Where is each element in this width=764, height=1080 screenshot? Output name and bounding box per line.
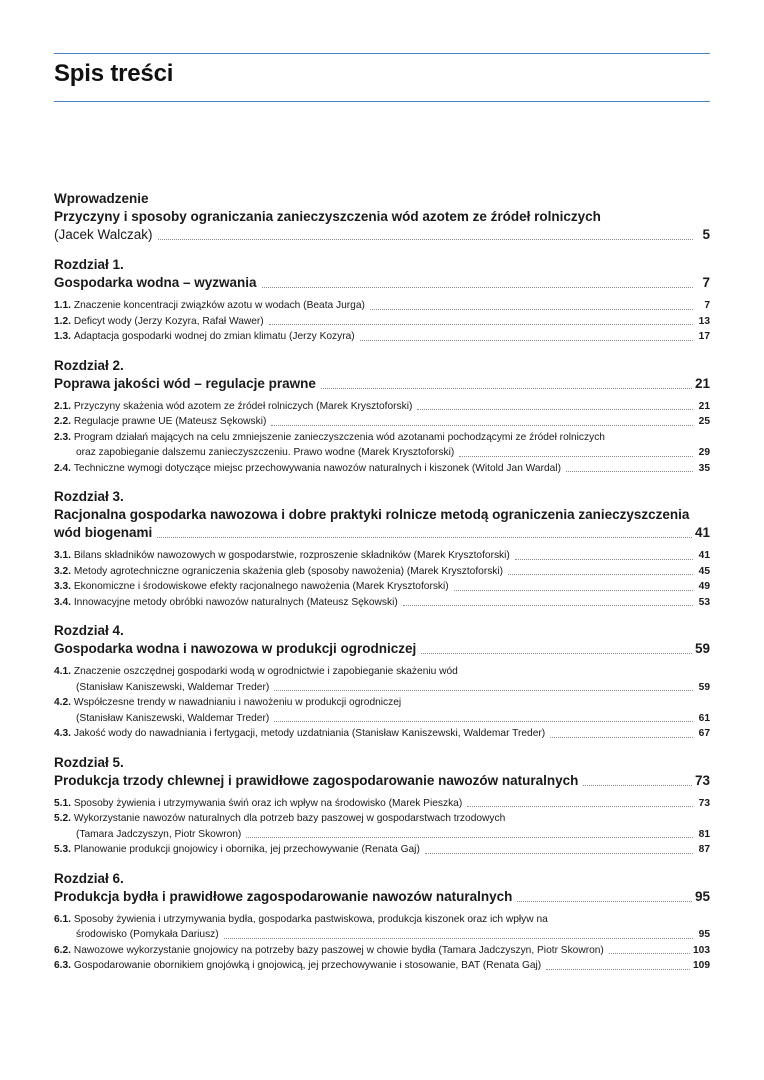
header-rule-bottom — [54, 101, 710, 102]
entry-first-line — [54, 912, 710, 928]
chapter-title: Produkcja bydła i prawidłowe zagospodarowanie nawozów naturalnych — [54, 888, 513, 904]
entry-line — [54, 548, 710, 564]
chapter-label: Rozdział 3. — [54, 489, 124, 504]
entry-title: Nawozowe wykorzystanie gnojowicy na potrzeby bazy paszowej w chowie bydła (Tamara Jadczyszyn, Piotr Skowron) — [73, 944, 604, 956]
dot-leader — [550, 737, 693, 738]
dot-leader — [262, 287, 693, 288]
dot-leader — [454, 590, 693, 591]
dot-leader — [158, 239, 693, 240]
entry-first-line — [54, 811, 710, 827]
dot-leader — [467, 806, 693, 807]
entry-page-number: 81 — [698, 828, 710, 840]
entry-page-number: 59 — [698, 681, 710, 693]
entry-page-number: 35 — [698, 462, 710, 474]
entry-page-number: 49 — [698, 581, 710, 592]
entry-number: 6.3. — [54, 960, 71, 971]
entry-number: 1.1. — [54, 300, 71, 311]
intro-page: 5 — [702, 227, 710, 242]
entry-title: Program działań mających na celu zmniejszenie zanieczyszczenia wód azotanami pochodzącymi ze źródeł rolniczych — [73, 431, 605, 443]
entry-title-continuation: środowisko (Pomykała Dariusz) — [76, 929, 219, 940]
chapter-title: Poprawa jakości wód – regulacje prawne — [54, 375, 316, 391]
intro-section — [54, 190, 710, 244]
entry-page-number: 13 — [698, 315, 710, 327]
chapter-title-line[interactable] — [54, 274, 710, 292]
entry-text — [54, 726, 545, 742]
entry-text — [54, 842, 420, 858]
toc-entry[interactable] — [54, 399, 710, 415]
entry-number: 1.3. — [54, 331, 71, 342]
chapter-section — [54, 488, 710, 610]
entry-text — [54, 564, 503, 580]
entry-text — [54, 943, 604, 959]
entry-title: Planowanie produkcji gnojowicy i obornika, jej przechowywanie (Renata Gaj) — [73, 844, 420, 855]
entry-number: 5.1. — [54, 797, 71, 809]
entry-title: Deficyt wody (Jerzy Kozyra, Rafał Wawer) — [73, 315, 264, 327]
toc-entry[interactable] — [54, 796, 710, 812]
table-of-contents — [54, 190, 710, 986]
entry-page-number: 87 — [698, 844, 710, 855]
chapter-title: Gospodarka wodna – wyzwania — [54, 275, 257, 290]
entry-text — [54, 958, 541, 974]
entry-second-line — [54, 827, 710, 843]
dot-leader — [566, 471, 693, 472]
entry-number: 2.4. — [54, 462, 71, 474]
chapter-section — [54, 256, 710, 345]
intro-label: Wprowadzenie — [54, 191, 149, 206]
chapter-page-number: 21 — [694, 375, 710, 391]
dot-leader — [224, 938, 693, 939]
chapter-title-line[interactable] — [54, 375, 710, 393]
dot-leader — [459, 456, 693, 457]
entry-page-number: 29 — [698, 447, 710, 458]
entry-line — [54, 399, 710, 415]
entry-page-number: 17 — [698, 331, 710, 342]
toc-entry[interactable] — [54, 943, 710, 959]
chapter-page-number: 95 — [694, 888, 710, 904]
entry-first-line — [54, 695, 710, 711]
entry-title: Adaptacja gospodarki wodnej do zmian klimatu (Jerzy Kozyra) — [73, 331, 355, 342]
entry-title: Regulacje prawne UE (Mateusz Sękowski) — [73, 416, 267, 427]
entry-page-number: 103 — [693, 944, 710, 956]
dot-leader — [546, 969, 690, 970]
chapter-page-number: 59 — [694, 641, 710, 656]
dot-leader — [274, 721, 693, 722]
toc-entry[interactable] — [54, 298, 710, 314]
entry-title: Innowacyjne metody obróbki nawozów naturalnych (Mateusz Sękowski) — [73, 596, 398, 608]
entry-page-number: 41 — [698, 550, 710, 561]
entry-line — [54, 958, 710, 974]
entry-first-line — [54, 664, 710, 680]
entry-page-number: 53 — [698, 596, 710, 608]
chapter-section — [54, 870, 710, 974]
entry-page-number: 61 — [698, 712, 710, 724]
toc-entry[interactable] — [54, 329, 710, 345]
dot-leader — [246, 837, 693, 838]
entry-number: 1.2. — [54, 315, 71, 327]
entry-text — [54, 314, 264, 330]
entry-title: Ekonomiczne i środowiskowe efekty racjonalnego nawożenia (Marek Krysztoforski) — [73, 581, 449, 592]
toc-entry[interactable] — [54, 564, 710, 580]
entry-line — [54, 579, 710, 595]
entry-line — [54, 842, 710, 858]
chapter-label: Rozdział 5. — [54, 754, 124, 770]
toc-entry[interactable] — [54, 811, 710, 842]
entry-text — [54, 399, 412, 415]
toc-entry[interactable] — [54, 314, 710, 330]
chapter-label: Rozdział 6. — [54, 870, 124, 886]
entry-number: 2.1. — [54, 400, 71, 412]
dot-leader — [403, 605, 693, 606]
dot-leader — [321, 388, 692, 389]
dot-leader — [517, 901, 692, 902]
entry-number: 3.1. — [54, 550, 71, 561]
dot-leader — [425, 853, 693, 854]
toc-entry[interactable] — [54, 430, 710, 461]
entry-line — [54, 298, 710, 314]
chapter-section — [54, 754, 710, 858]
chapter-title: Produkcja trzody chlewnej i prawidłowe zagospodarowanie nawozów naturalnych — [54, 772, 579, 788]
chapter-title-line[interactable] — [54, 888, 710, 906]
entry-page-number: 45 — [698, 565, 710, 577]
chapter-page-number: 41 — [694, 525, 710, 540]
chapter-page-number: 73 — [694, 772, 710, 788]
dot-leader — [421, 653, 692, 654]
chapter-section — [54, 622, 710, 742]
header-rule-top — [54, 53, 710, 54]
entry-title-continuation: (Tamara Jadczyszyn, Piotr Skowron) — [76, 828, 242, 840]
toc-entry[interactable] — [54, 579, 710, 595]
entry-number: 6.1. — [54, 913, 71, 925]
entry-page-number: 25 — [698, 416, 710, 427]
chapter-items — [54, 548, 710, 610]
toc-entry[interactable] — [54, 958, 710, 974]
dot-leader — [157, 537, 692, 538]
dot-leader — [583, 785, 692, 786]
entry-number: 4.2. — [54, 697, 71, 708]
entry-title: Współczesne trendy w nawadnianiu i nawożeniu w produkcji ogrodniczej — [73, 697, 402, 708]
entry-number: 3.2. — [54, 565, 71, 577]
toc-entry[interactable] — [54, 595, 710, 611]
toc-entry[interactable] — [54, 726, 710, 742]
entry-line — [54, 461, 710, 477]
entry-number: 6.2. — [54, 944, 71, 956]
entry-number: 3.3. — [54, 581, 71, 592]
page-title: Spis treści — [54, 60, 174, 87]
dot-leader — [417, 409, 693, 410]
chapter-title: Racjonalna gospodarka nawozowa i dobre praktyki rolnicze metodą ograniczenia zanieczyszczenia — [54, 507, 690, 522]
toc-entry[interactable] — [54, 461, 710, 477]
entry-text — [54, 548, 510, 564]
entry-text — [54, 414, 266, 430]
entry-number: 3.4. — [54, 596, 71, 608]
toc-entry[interactable] — [54, 912, 710, 943]
entry-line — [54, 796, 710, 812]
dot-leader — [274, 690, 693, 691]
entry-title: Sposoby żywienia i utrzymywania świń oraz ich wpływ na środowisko (Marek Pieszka) — [73, 797, 463, 809]
entry-title: Metody agrotechniczne ograniczenia skażenia gleb (sposoby nawożenia) (Marek Krysztoforski) — [73, 565, 504, 577]
chapter-title-continuation: wód biogenami — [54, 525, 153, 540]
dot-leader — [609, 953, 690, 954]
entry-number: 4.3. — [54, 728, 71, 739]
entry-text — [54, 298, 365, 314]
chapter-list — [54, 256, 710, 974]
entry-number: 5.2. — [54, 813, 71, 824]
entry-line — [54, 595, 710, 611]
entry-number: 2.2. — [54, 416, 71, 427]
entry-text — [54, 579, 449, 595]
entry-line — [54, 943, 710, 959]
dot-leader — [508, 574, 693, 575]
dot-leader — [370, 309, 693, 310]
dot-leader — [271, 425, 693, 426]
chapter-section — [54, 357, 710, 477]
entry-line — [54, 564, 710, 580]
entry-line — [54, 414, 710, 430]
chapter-items — [54, 399, 710, 477]
intro-title: Przyczyny i sposoby ograniczania zanieczyszczenia wód azotem ze źródeł rolniczych — [54, 209, 601, 224]
entry-text — [54, 796, 462, 812]
entry-title: Bilans składników nawozowych w gospodarstwie, rozproszenie składników (Marek Krysztoforski) — [73, 550, 510, 561]
chapter-title: Gospodarka wodna i nawozowa w produkcji ogrodniczej — [54, 641, 417, 656]
entry-page-number: 73 — [698, 797, 710, 809]
chapter-title-line[interactable] — [54, 772, 710, 790]
entry-text — [54, 329, 355, 345]
chapter-title-line[interactable] — [54, 524, 710, 542]
entry-title-continuation: (Stanisław Kaniszewski, Waldemar Treder) — [76, 681, 270, 693]
entry-title: Jakość wody do nawadniania i fertygacji, metody uzdatniania (Stanisław Kaniszewski, Waldemar Treder) — [73, 728, 546, 739]
entry-line — [54, 726, 710, 742]
entry-title: Sposoby żywienia i utrzymywania bydła, gospodarka pastwiskowa, produkcja kiszonek oraz ich wpływ na — [73, 913, 548, 925]
dot-leader — [360, 340, 693, 341]
chapter-label: Rozdział 2. — [54, 357, 124, 373]
entry-title-continuation: oraz zapobieganie dalszemu zanieczyszczeniu. Prawo wodne (Marek Krysztoforski) — [76, 447, 455, 458]
entry-title: Przyczyny skażenia wód azotem ze źródeł rolniczych (Marek Krysztoforski) — [73, 400, 413, 412]
chapter-items — [54, 912, 710, 974]
entry-text — [54, 595, 398, 611]
entry-title: Znaczenie koncentracji związków azotu w wodach (Beata Jurga) — [73, 300, 365, 311]
entry-second-line — [54, 711, 710, 727]
chapter-items — [54, 796, 710, 858]
entry-page-number: 109 — [693, 960, 710, 971]
entry-title: Wykorzystanie nawozów naturalnych dla potrzeb bazy paszowej w gospodarstwach trzodowych — [73, 813, 506, 824]
toc-entry[interactable] — [54, 664, 710, 695]
chapter-items — [54, 664, 710, 742]
entry-page-number: 21 — [698, 400, 710, 412]
entry-first-line — [54, 430, 710, 446]
intro-author: (Jacek Walczak) — [54, 227, 153, 242]
toc-entry[interactable] — [54, 695, 710, 726]
entry-title-continuation: (Stanisław Kaniszewski, Waldemar Treder) — [76, 712, 270, 724]
entry-title: Znaczenie oszczędnej gospodarki wodą w ogrodnictwie i zapobieganie skażeniu wód — [73, 666, 458, 677]
entry-second-line — [54, 445, 710, 461]
entry-number: 2.3. — [54, 431, 71, 443]
entry-number: 5.3. — [54, 844, 71, 855]
intro-author-line[interactable] — [54, 226, 710, 244]
entry-text — [54, 461, 561, 477]
toc-entry[interactable] — [54, 414, 710, 430]
entry-line — [54, 314, 710, 330]
chapter-title-line[interactable] — [54, 640, 710, 658]
dot-leader — [515, 559, 693, 560]
entry-page-number: 7 — [704, 300, 710, 311]
dot-leader — [269, 324, 693, 325]
entry-number: 4.1. — [54, 666, 71, 677]
entry-second-line — [54, 680, 710, 696]
chapter-label: Rozdział 1. — [54, 257, 124, 272]
chapter-items — [54, 298, 710, 345]
toc-entry[interactable] — [54, 548, 710, 564]
entry-title: Techniczne wymogi dotyczące miejsc przechowywania nawozów naturalnych i kiszonek (Witold Jan Wardal) — [73, 462, 561, 474]
entry-title: Gospodarowanie obornikiem gnojówką i gnojowicą, jej przechowywanie i stosowanie, BAT (Renata Gaj) — [73, 960, 542, 971]
entry-second-line — [54, 927, 710, 943]
chapter-label: Rozdział 4. — [54, 623, 124, 638]
entry-page-number: 95 — [698, 929, 710, 940]
chapter-page-number: 7 — [702, 275, 710, 290]
toc-entry[interactable] — [54, 842, 710, 858]
entry-page-number: 67 — [698, 728, 710, 739]
entry-line — [54, 329, 710, 345]
